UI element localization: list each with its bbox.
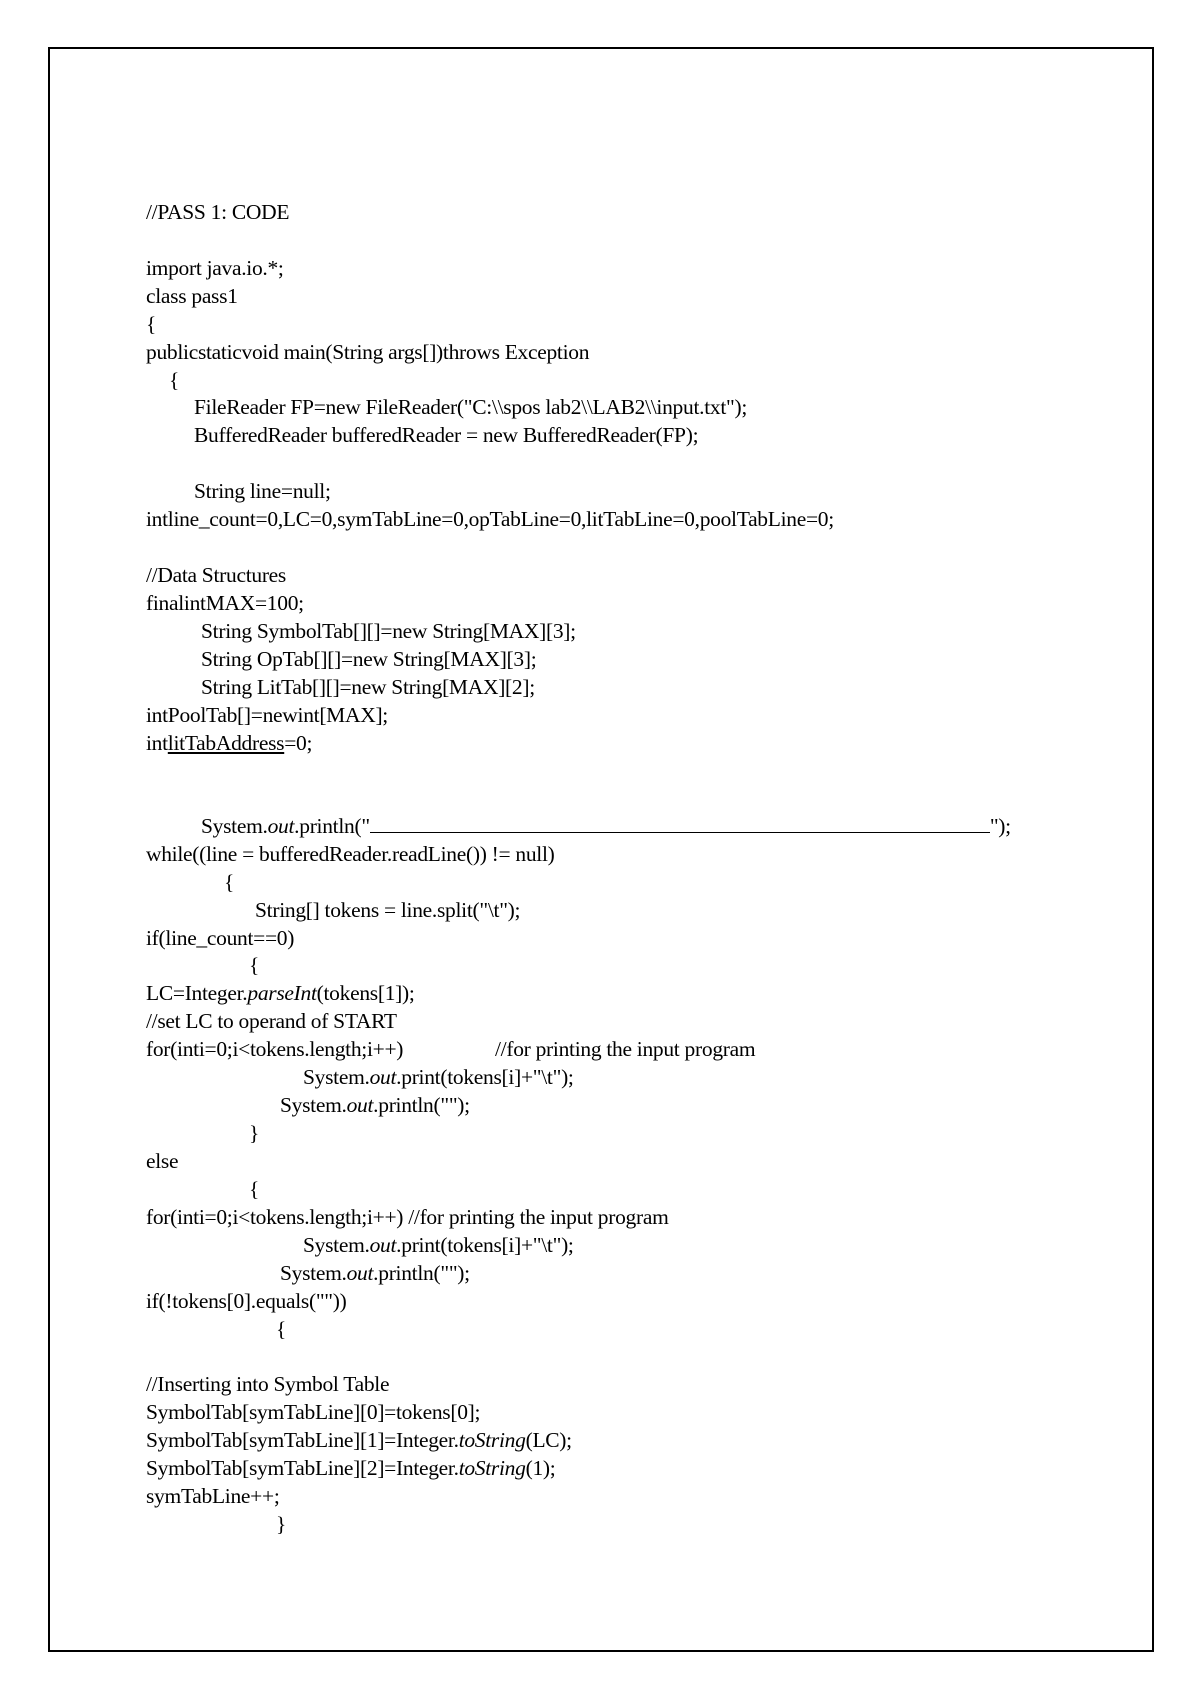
- code-line: symTabLine++;: [146, 1484, 280, 1508]
- code-line: FileReader FP=new FileReader("C:\\spos lab2\\LAB2\\input.txt");: [194, 395, 748, 419]
- code-line: String LitTab[][]=new String[MAX][2];: [201, 675, 535, 699]
- code-line: SymbolTab[symTabLine][2]=Integer.toString(1);: [146, 1456, 556, 1480]
- code-line: {: [249, 953, 260, 977]
- code-line: System.out.print(tokens[i]+"\t");: [303, 1233, 574, 1257]
- code-line: for(inti=0;i<tokens.length;i++): [146, 1037, 404, 1061]
- code-line: SymbolTab[symTabLine][1]=Integer.toString(LC);: [146, 1428, 572, 1452]
- code-line: {: [146, 312, 157, 336]
- code-line: LC=Integer.parseInt(tokens[1]);: [146, 981, 415, 1005]
- code-line: System.out.print(tokens[i]+"\t");: [303, 1065, 574, 1089]
- code-line: class pass1: [146, 284, 238, 308]
- code-line: while((line = bufferedReader.readLine()) != null): [146, 842, 555, 866]
- code-line: System.out.println(" ");: [201, 814, 1011, 838]
- code-line: {: [224, 870, 235, 894]
- code-line: BufferedReader bufferedReader = new BufferedReader(FP);: [194, 423, 699, 447]
- code-line: import java.io.*;: [146, 256, 284, 280]
- code-line: for(inti=0;i<tokens.length;i++) //for printing the input program: [146, 1205, 669, 1229]
- code-line: //set LC to operand of START: [146, 1009, 397, 1033]
- code-line: if(!tokens[0].equals("")): [146, 1289, 347, 1313]
- code-line: //Inserting into Symbol Table: [146, 1372, 390, 1396]
- code-line: //PASS 1: CODE: [146, 200, 290, 224]
- code-line: {: [169, 368, 180, 392]
- code-line: {: [276, 1317, 287, 1341]
- code-line: intPoolTab[]=newint[MAX];: [146, 703, 388, 727]
- code-line: System.out.println("");: [280, 1093, 470, 1117]
- code-line: intline_count=0,LC=0,symTabLine=0,opTabLine=0,litTabLine=0,poolTabLine=0;: [146, 507, 834, 531]
- code-line: String SymbolTab[][]=new String[MAX][3];: [201, 619, 576, 643]
- code-line: SymbolTab[symTabLine][0]=tokens[0];: [146, 1400, 481, 1424]
- code-comment: //for printing the input program: [495, 1037, 756, 1061]
- blank-underline: [370, 814, 990, 833]
- code-line: {: [249, 1177, 260, 1201]
- code-line: intlitTabAddress=0;: [146, 731, 313, 755]
- code-line: }: [249, 1121, 260, 1145]
- code-line: finalintMAX=100;: [146, 591, 304, 615]
- code-line: }: [276, 1512, 287, 1536]
- code-line: //Data Structures: [146, 563, 286, 587]
- code-line: if(line_count==0): [146, 926, 295, 950]
- code-line: String OpTab[][]=new String[MAX][3];: [201, 647, 537, 671]
- code-line: String[] tokens = line.split("\t");: [255, 898, 521, 922]
- code-line: publicstaticvoid main(String args[])throws Exception: [146, 340, 590, 364]
- code-line: String line=null;: [194, 479, 331, 503]
- code-line: else: [146, 1149, 179, 1173]
- code-line: System.out.println("");: [280, 1261, 470, 1285]
